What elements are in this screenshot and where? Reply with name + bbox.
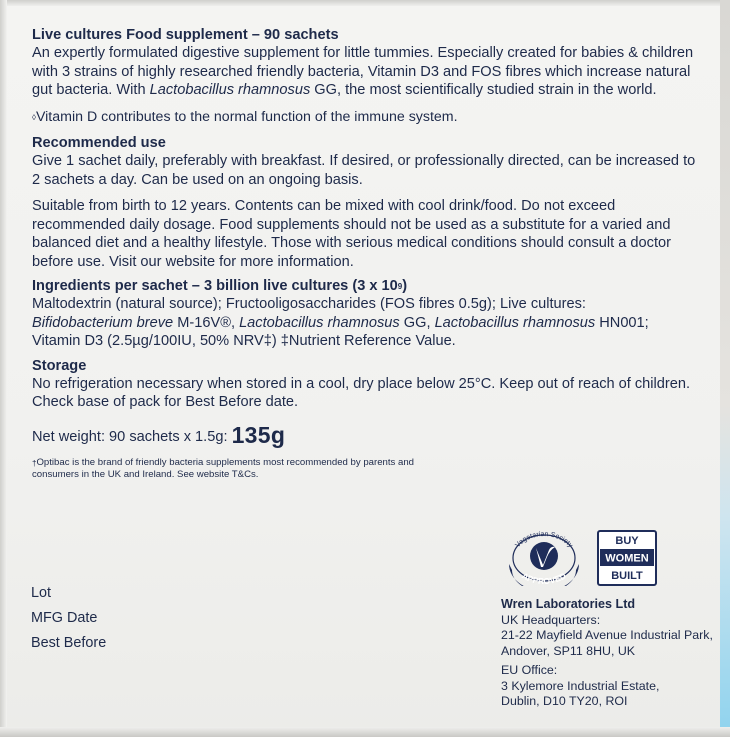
storage-title: Storage [32,357,87,374]
ingredients-line-1: Maltodextrin (natural source); Fructooligosaccharides (FOS fibres 0.5g); Live cultures: [32,296,586,312]
strain-1-name: Bifidobacterium breve [32,314,174,331]
lot-label: Lot [31,585,52,601]
intro-text-2: GG, the most scientifically studied strain in the world. [310,82,657,98]
strain-2-rest: GG, [399,314,435,331]
vitamin-d-note [32,108,704,127]
ingredients-title [32,277,704,295]
net-weight [32,422,704,449]
intro-text-1: An expertly formulated digestive supplement for little tummies. Especially created for babies & children with 3 strains of highly researched friendly bacteria, Vitamin D3 and FOS fibres which increase natural gut bacteria. With [32,45,694,98]
vegetarian-society-text: Vegetarian Society [514,530,574,550]
ingredients-line-3: Vitamin D3 (2.5µg/100IU, 50% NRV‡) ‡Nutrient Reference Value. [32,333,456,349]
storage-text: No refrigeration necessary when stored in a cool, dry place below 25°C. Keep out of reach of children. Check base of pack for Best Before date. [32,375,691,410]
footnote-text: Optibac is the brand of friendly bacteria supplements most recommended by parents and consumers in the UK and Ireland. See website T&Cs. [32,456,415,480]
best-before-label: Best Before [31,635,107,651]
box-edge-right [720,0,730,737]
company-address [501,597,713,710]
vegetarian-society-logo [502,528,586,586]
eu-office-label: EU Office: [501,663,558,677]
label-text [32,26,704,481]
box-edge-top [0,0,730,6]
uk-address-line-1: 21-22 Mayfield Avenue Industrial Park, [501,628,713,642]
ingredients-line-2 [32,314,704,333]
strain-1-rest: M-16V®, [173,314,240,331]
intro-paragraph [32,44,704,100]
recommended-use-text-2: Suitable from birth to 12 years. Contents can be mixed with cool drink/food. Do not exceed recommended daily dosage. Food supplements should not be used as a substitute for a varied and balanced diet and a healthy lifestyle. Those with serious medical conditions should consult a doctor before use. Visit our website for more information. [32,198,671,270]
built-text: BUILT [611,570,643,582]
vitamin-note-text: Vitamin D contributes to the normal function of the immune system. [35,108,458,125]
brand-footnote [32,457,432,482]
footnote-symbol: † [32,458,37,468]
strain-3-name: Lactobacillus rhamnosus [434,314,596,331]
buy-text: BUY [615,535,639,547]
approved-text: APPROVED [520,570,568,586]
strain-3-rest: HN001; [595,314,649,331]
certification-logos [502,528,672,588]
intro-strain-name: Lactobacillus rhamnosus [149,82,311,98]
strain-2-name: Lactobacillus rhamnosus [239,314,400,331]
uk-hq-label: UK Headquarters: [501,612,601,627]
ingredients-title-text: Ingredients per sachet – 3 billion live cultures (3 x 10 [32,278,398,294]
eu-address-line-1: 3 Kylemore Industrial Estate, [501,678,660,693]
box-edge-bottom [0,727,730,737]
uk-address-line-2: Andover, SP11 8HU, UK [501,643,636,658]
net-weight-value: 135g [231,421,286,448]
recommended-use-title: Recommended use [32,135,166,151]
net-weight-label: Net weight: 90 sachets x 1.5g: [32,428,228,445]
company-name: Wren Laboratories Ltd [501,597,636,611]
mfg-date-label: MFG Date [31,610,98,626]
vegetarian-v-leaf-icon [530,542,558,570]
vitamin-note-symbol: ◊ [32,112,36,122]
box-edge-left [0,0,7,737]
product-heading: Live cultures Food supplement – 90 sachets [32,27,339,43]
ingredients-title-close: ) [402,278,408,294]
buy-women-built-logo [597,530,657,586]
batch-fields [31,581,106,656]
recommended-use-text-1: Give 1 sachet daily, preferably with breakfast. If desired, or professionally directed, can be increased to 2 sachets a day. Can be used on an ongoing basis. [32,153,696,188]
eu-address-line-2: Dublin, D10 TY20, ROI [501,694,628,708]
women-text: WOMEN [605,552,649,565]
ingredients-title-exponent: 9 [397,282,403,291]
